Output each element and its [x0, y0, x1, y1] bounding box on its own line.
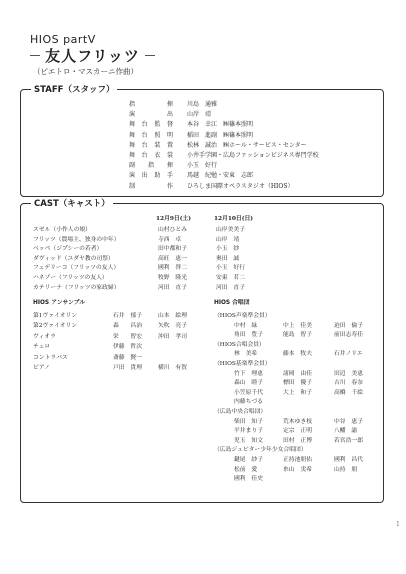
- staff-role: 演出助手: [129, 172, 173, 180]
- cast-performer-day1: 田中都和子: [158, 246, 187, 253]
- staff-row: [129, 173, 253, 179]
- chorus-member: 山持 朋: [334, 466, 358, 473]
- staff-role: 舞台衣裳: [129, 152, 173, 159]
- cast-performer-day2: 山岸 靖: [216, 236, 240, 243]
- chorus-member: 標田 優子: [283, 380, 312, 387]
- ensemble-member: 戸田 貴理: [113, 365, 142, 371]
- staff-row: [129, 153, 319, 159]
- page-mark: 1: [396, 521, 400, 528]
- cast-role: ハネゾー（フリッツの友人）: [33, 275, 108, 281]
- chorus-group-label: （広島ジュピター少年少女合唱団）: [214, 447, 307, 454]
- cast-role: カテリーナ（フリッツの家政婦）: [33, 284, 120, 291]
- chorus-group-label: （HIOS声楽準会員）: [214, 313, 271, 319]
- staff-row: [129, 133, 253, 139]
- ensemble-part: ピアノ: [33, 365, 50, 371]
- ensemble-member: 横川 有賀: [158, 365, 187, 371]
- chorus-member: 能島 智子: [283, 332, 312, 339]
- chorus-member: 若宮浩一郎: [334, 437, 363, 444]
- staff-name: 本谷 幸江 ㈱篠本照明: [187, 121, 254, 129]
- cast-performer-day1: 山村ひとみ: [158, 227, 187, 233]
- chorus-member: 内藤ちづる: [234, 399, 263, 406]
- chorus-member: 八幡 諭: [334, 428, 358, 435]
- cast-performer-day1: 寺西 卓: [158, 236, 182, 243]
- ensemble-member: 山本 絵理: [158, 313, 187, 319]
- staff-row: [129, 122, 253, 128]
- chorus-member: 鍵尾 紗子: [234, 457, 263, 463]
- chorus-member: 森山 睦子: [234, 380, 263, 387]
- title-row: [30, 45, 155, 66]
- staff-name: 小井手学園・広島ファッションビジネス専門学校: [187, 152, 319, 159]
- ensemble-part: 第2ヴァイオリン: [33, 323, 78, 330]
- ensemble-member: 矢吹 亮子: [158, 323, 187, 330]
- chorus-member: 藤本 牧夫: [283, 351, 312, 358]
- title-rule-right: [145, 55, 155, 56]
- staff-name: 山岸 靖: [187, 111, 212, 119]
- series-label: HIOS partⅤ: [30, 33, 96, 46]
- cast-performer-day2: 奥田 誠: [216, 255, 240, 262]
- chorus-member: 田村 正博: [283, 437, 312, 444]
- ensemble-member: 斎藤 賢一: [113, 354, 142, 361]
- staff-row: [129, 184, 293, 190]
- staff-name: ひろしま国際オペラスタジオ（HIOS）: [187, 182, 294, 190]
- cast-performer-day1: 河田 直子: [158, 284, 187, 291]
- ensemble-member: 森 昌治: [113, 323, 142, 330]
- cast-performer-day1: 國利 啓二: [158, 265, 187, 272]
- chorus-group-label: （広島中央合唱団）: [214, 409, 267, 415]
- chorus-group-label: （HIOS基楽準会員）: [214, 361, 271, 367]
- chorus-member: 中村 緑: [234, 322, 258, 329]
- staff-title: STAFF（スタッフ）: [31, 83, 117, 95]
- chorus-member: 吉川 春奈: [334, 380, 363, 387]
- cast-role: ベッペ（ジプシーの若者）: [33, 246, 103, 253]
- staff-row: [129, 143, 307, 149]
- chorus-member: 大上 和子: [283, 389, 312, 396]
- chorus-member: 中上 佳美: [283, 322, 312, 329]
- chorus-member: 石井ノリエ: [334, 351, 363, 358]
- chorus-member: 國利 昌代: [334, 457, 363, 463]
- chorus-member: 中谷 恵子: [334, 418, 363, 425]
- chorus-member: 荒木ゆき枝: [283, 418, 312, 425]
- chorus-title: HIOS 合唱団: [214, 300, 250, 306]
- cast-performer-day2: 山岸美美子: [216, 227, 245, 233]
- chorus-member: 角田 豊子: [234, 332, 263, 339]
- chorus-member: 前田志寿佳: [334, 332, 363, 339]
- staff-name: 馬越 紀勉・安東 志郎: [187, 172, 254, 180]
- chorus-member: 松前 愛: [234, 466, 258, 473]
- chorus-member: 正持池朋佑: [283, 457, 312, 463]
- ensemble-member: 沖田 孝司: [158, 333, 187, 340]
- staff-name: 稲田 進副 ㈱篠本照明: [187, 131, 254, 139]
- chorus-member: 糸山 実希: [283, 466, 312, 473]
- staff-name: 小玉 好行: [187, 162, 218, 170]
- staff-role: 舞台装置: [129, 141, 173, 149]
- cast-performer-day1: 牧野 隆光: [158, 275, 187, 281]
- chorus-member: 林 美希: [234, 351, 258, 358]
- ensemble-member: 栄 智宏: [113, 333, 142, 340]
- ensemble-part: チェロ: [33, 344, 51, 351]
- ensemble-part: 第1ヴァイオリン: [33, 313, 78, 319]
- staff-role: 舞台監督: [129, 121, 173, 129]
- staff-row: [129, 112, 211, 118]
- staff-role: 制作: [129, 182, 173, 190]
- chorus-member: 高橋 千絵: [334, 389, 363, 396]
- chorus-member: 柴田 知子: [234, 418, 263, 425]
- chorus-member: 定宗 正明: [283, 428, 312, 435]
- staff-name: 松林 誠治 ㈱ホール・サービス・センター: [187, 141, 307, 149]
- staff-role: 指揮: [129, 101, 173, 108]
- ensemble-part: ヴィオラ: [33, 333, 56, 340]
- cast-performer-day1: 高旺 恵一: [158, 255, 187, 262]
- ensemble-member: 伊藤 哲次: [113, 344, 142, 351]
- ensemble-member: 石井 郁子: [113, 313, 142, 319]
- cast-performer-day2: 小玉 好行: [216, 265, 245, 272]
- staff-role: 舞台照明: [129, 131, 173, 139]
- chorus-member: 児玉 知文: [234, 437, 263, 444]
- chorus-member: 迫田 倫子: [334, 322, 363, 329]
- staff-row: [129, 163, 217, 169]
- date-header-day1: 12月9日(土): [156, 216, 191, 222]
- cast-role: ダヴィッド（ユダヤ教の司祭）: [33, 255, 114, 262]
- cast-performer-day2: 河田 直子: [216, 284, 245, 291]
- staff-row: [129, 102, 217, 108]
- cast-role: フリッツ（農場主、独身の中年）: [33, 236, 120, 243]
- ensemble-title: HIOS アンサンブル: [33, 300, 86, 306]
- ensemble-part: コントラバス: [33, 354, 68, 361]
- cast-section: [20, 199, 384, 503]
- cast-performer-day2: 小玉 紗: [216, 246, 240, 253]
- page-title: 友人フリッツ: [45, 47, 140, 65]
- chorus-member: 國利 佳史: [234, 476, 263, 483]
- title-rule-left: [30, 55, 40, 56]
- staff-section: [20, 85, 384, 197]
- cast-role: フェデリーコ（フリッツの友人）: [33, 265, 120, 272]
- staff-name: 川島 通雅: [187, 101, 218, 108]
- chorus-member: 諸岡 由佳: [283, 370, 312, 377]
- chorus-member: 小笠原千代: [234, 389, 263, 396]
- chorus-group-label: （HIOS合唱会員）: [214, 341, 265, 348]
- cast-title: CAST（キャスト）: [31, 197, 113, 209]
- cast-performer-day2: 安東 茗二: [216, 275, 245, 281]
- cast-role: スゼル（小作人の娘）: [33, 227, 91, 233]
- staff-role: 演出: [129, 111, 173, 119]
- staff-role: 副指揮: [129, 162, 173, 170]
- chorus-member: 田辺 美恵: [334, 370, 363, 377]
- date-header-day2: 12月10日(日): [214, 216, 254, 222]
- composer-subtitle: （ピエトロ・マスカーニ作曲）: [33, 67, 138, 76]
- chorus-member: 竹下 理恵: [234, 370, 263, 377]
- chorus-member: 平井まり子: [234, 428, 263, 435]
